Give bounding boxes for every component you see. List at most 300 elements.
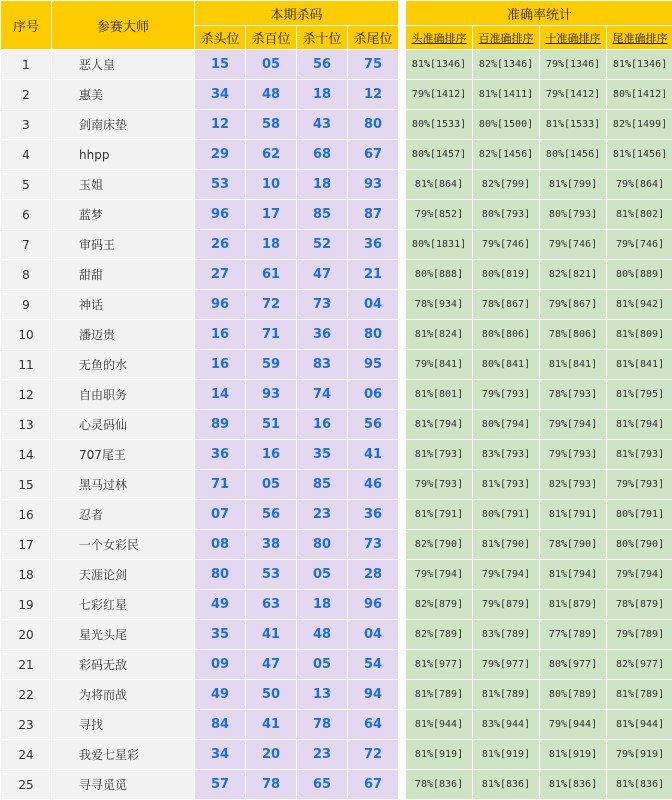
spacer-cell [399, 260, 406, 290]
spacer-cell [399, 650, 406, 680]
stat-tail: 81%[942] [607, 290, 672, 320]
stat-tens: 79%[867] [540, 290, 607, 320]
kill-head: 27 [195, 260, 246, 290]
stat-tens: 78%[790] [540, 530, 607, 560]
stat-tail: 81%[802] [607, 200, 672, 230]
table-row [1, 440, 672, 470]
row-index: 9 [1, 290, 52, 320]
kill-tens: 43 [297, 110, 348, 140]
spacer-cell [399, 410, 406, 440]
kill-head: 36 [195, 440, 246, 470]
stat-head: 81%[977] [406, 650, 473, 680]
stat-head: 82%[790] [406, 530, 473, 560]
table-row [1, 170, 672, 200]
spacer-cell [399, 440, 406, 470]
header-kill-group: 本期杀码 [195, 1, 399, 26]
kill-tens: 65 [297, 770, 348, 800]
table-row [1, 50, 672, 80]
spacer-cell [399, 500, 406, 530]
kill-tens: 23 [297, 740, 348, 770]
kill-tail: 93 [348, 170, 399, 200]
kill-tens: 05 [297, 650, 348, 680]
kill-tens: 36 [297, 320, 348, 350]
kill-hundreds: 41 [246, 710, 297, 740]
master-name: hhpp [52, 140, 195, 170]
table-row [1, 80, 672, 110]
stat-hundreds: 80%[794] [473, 410, 540, 440]
master-name: 潘迈贵 [52, 320, 195, 350]
kill-head: 57 [195, 770, 246, 800]
row-index: 8 [1, 260, 52, 290]
kill-tail: 67 [348, 140, 399, 170]
stat-tens: 79%[1412] [540, 80, 607, 110]
kill-hundreds: 71 [246, 320, 297, 350]
kill-hundreds: 10 [246, 170, 297, 200]
spacer-cell [399, 50, 406, 80]
kill-tail: 75 [348, 50, 399, 80]
master-name: 审码王 [52, 230, 195, 260]
kill-tens: 05 [297, 560, 348, 590]
master-name: 天涯论剑 [52, 560, 195, 590]
stat-tail: 81%[841] [607, 350, 672, 380]
kill-tail: 73 [348, 530, 399, 560]
stat-tens: 79%[746] [540, 230, 607, 260]
stat-tens: 82%[821] [540, 260, 607, 290]
header-stat-col[interactable]: 百准确排序 [473, 26, 540, 50]
kill-hundreds: 53 [246, 560, 297, 590]
kill-hundreds: 72 [246, 290, 297, 320]
stat-head: 81%[824] [406, 320, 473, 350]
kill-tail: 28 [348, 560, 399, 590]
kill-head: 34 [195, 740, 246, 770]
kill-hundreds: 63 [246, 590, 297, 620]
stat-head: 82%[789] [406, 620, 473, 650]
spacer-cell [399, 620, 406, 650]
row-index: 24 [1, 740, 52, 770]
kill-tail: 95 [348, 350, 399, 380]
stat-tens: 81%[799] [540, 170, 607, 200]
kill-tail: 41 [348, 440, 399, 470]
stat-head: 81%[794] [406, 410, 473, 440]
kill-head: 96 [195, 200, 246, 230]
stat-tail: 81%[836] [607, 770, 672, 800]
master-name: 一个女彩民 [52, 530, 195, 560]
kill-head: 16 [195, 350, 246, 380]
kill-hundreds: 59 [246, 350, 297, 380]
stat-tail: 81%[809] [607, 320, 672, 350]
stat-tail: 81%[794] [607, 410, 672, 440]
stat-tens: 79%[793] [540, 440, 607, 470]
kill-tens: 68 [297, 140, 348, 170]
master-name: 无鱼的水 [52, 350, 195, 380]
row-index: 2 [1, 80, 52, 110]
kill-head: 35 [195, 620, 246, 650]
table-row [1, 620, 672, 650]
stat-hundreds: 81%[789] [473, 680, 540, 710]
master-name: 星光头尾 [52, 620, 195, 650]
header-stat-col[interactable]: 十准确排序 [540, 26, 607, 50]
kill-tens: 56 [297, 50, 348, 80]
spacer-cell [399, 80, 406, 110]
stat-tail: 80%[889] [607, 260, 672, 290]
kill-tens: 18 [297, 80, 348, 110]
row-index: 3 [1, 110, 52, 140]
stat-tens: 81%[836] [540, 770, 607, 800]
kill-tens: 80 [297, 530, 348, 560]
stat-tens: 81%[791] [540, 500, 607, 530]
kill-tail: 56 [348, 410, 399, 440]
row-index: 21 [1, 650, 52, 680]
header-stat-group: 准确率统计 [406, 1, 672, 26]
row-index: 12 [1, 380, 52, 410]
master-name: 707尾王 [52, 440, 195, 470]
stat-head: 79%[794] [406, 560, 473, 590]
kill-tail: 87 [348, 200, 399, 230]
header-stat-col[interactable]: 头准确排序 [406, 26, 473, 50]
kill-tail: 12 [348, 80, 399, 110]
stat-head: 79%[1412] [406, 80, 473, 110]
kill-tens: 16 [297, 410, 348, 440]
master-name: 黑马过林 [52, 470, 195, 500]
kill-head: 71 [195, 470, 246, 500]
table-body [1, 50, 672, 800]
stat-head: 81%[1346] [406, 50, 473, 80]
stat-tail: 78%[879] [607, 590, 672, 620]
kill-tail: 04 [348, 620, 399, 650]
kill-tail: 72 [348, 740, 399, 770]
row-index: 22 [1, 680, 52, 710]
kill-tens: 85 [297, 200, 348, 230]
row-index: 20 [1, 620, 52, 650]
spacer-cell [399, 470, 406, 500]
master-name: 为将而战 [52, 680, 195, 710]
stat-tail: 81%[944] [607, 710, 672, 740]
stat-tens: 78%[793] [540, 380, 607, 410]
kill-tail: 54 [348, 650, 399, 680]
stat-head: 80%[1533] [406, 110, 473, 140]
kill-head: 16 [195, 320, 246, 350]
kill-head: 09 [195, 650, 246, 680]
table-row [1, 230, 672, 260]
stat-hundreds: 80%[819] [473, 260, 540, 290]
kill-hundreds: 48 [246, 80, 297, 110]
table-row [1, 560, 672, 590]
stat-hundreds: 81%[1411] [473, 80, 540, 110]
kill-tail: 94 [348, 680, 399, 710]
spacer-cell [399, 320, 406, 350]
kill-tens: 74 [297, 380, 348, 410]
master-name: 寻寻觅觅 [52, 770, 195, 800]
stat-head: 81%[864] [406, 170, 473, 200]
table-row [1, 650, 672, 680]
row-index: 23 [1, 710, 52, 740]
kill-hundreds: 50 [246, 680, 297, 710]
spacer-cell [399, 350, 406, 380]
kill-hundreds: 61 [246, 260, 297, 290]
kill-head: 49 [195, 680, 246, 710]
kill-tens: 13 [297, 680, 348, 710]
master-name: 心灵码仙 [52, 410, 195, 440]
row-index: 16 [1, 500, 52, 530]
stat-hundreds: 82%[1346] [473, 50, 540, 80]
spacer-cell [399, 230, 406, 260]
table-row [1, 260, 672, 290]
header-master: 参赛大师 [52, 1, 195, 50]
stat-head: 80%[1457] [406, 140, 473, 170]
kill-tail: 80 [348, 110, 399, 140]
stat-tail: 79%[793] [607, 470, 672, 500]
kill-hundreds: 18 [246, 230, 297, 260]
kill-hundreds: 62 [246, 140, 297, 170]
stat-hundreds: 82%[1456] [473, 140, 540, 170]
kill-hundreds: 05 [246, 470, 297, 500]
row-index: 6 [1, 200, 52, 230]
row-index: 13 [1, 410, 52, 440]
stat-tens: 81%[841] [540, 350, 607, 380]
kill-head: 15 [195, 50, 246, 80]
row-index: 25 [1, 770, 52, 800]
stat-hundreds: 79%[794] [473, 560, 540, 590]
kill-tail: 67 [348, 770, 399, 800]
master-name: 我爱七星彩 [52, 740, 195, 770]
header-stat-col[interactable]: 尾准确排序 [607, 26, 672, 50]
header-idx: 序号 [1, 1, 52, 50]
spacer-cell [399, 380, 406, 410]
kill-tens: 78 [297, 710, 348, 740]
stat-head: 81%[789] [406, 680, 473, 710]
stat-tens: 80%[789] [540, 680, 607, 710]
header-kill-col: 杀十位 [297, 26, 348, 50]
table-row [1, 290, 672, 320]
spacer-cell [399, 170, 406, 200]
master-name: 彩码无敌 [52, 650, 195, 680]
kill-tens: 73 [297, 290, 348, 320]
spacer-cell [399, 140, 406, 170]
master-name: 神话 [52, 290, 195, 320]
kill-head: 26 [195, 230, 246, 260]
header-kill-col: 杀尾位 [348, 26, 399, 50]
master-name: 恶人皇 [52, 50, 195, 80]
stat-tail: 79%[746] [607, 230, 672, 260]
stat-tens: 78%[806] [540, 320, 607, 350]
spacer-cell [399, 290, 406, 320]
kill-hundreds: 56 [246, 500, 297, 530]
kill-hundreds: 05 [246, 50, 297, 80]
kill-head: 49 [195, 590, 246, 620]
master-name: 蓝梦 [52, 200, 195, 230]
table-row [1, 380, 672, 410]
kill-tail: 96 [348, 590, 399, 620]
master-name: 玉姐 [52, 170, 195, 200]
kill-head: 80 [195, 560, 246, 590]
stat-tail: 79%[789] [607, 620, 672, 650]
kill-tens: 52 [297, 230, 348, 260]
kill-tens: 18 [297, 590, 348, 620]
kill-hundreds: 16 [246, 440, 297, 470]
master-name: 寻找 [52, 710, 195, 740]
stat-tens: 81%[794] [540, 560, 607, 590]
stat-tail: 81%[795] [607, 380, 672, 410]
stat-tens: 81%[879] [540, 590, 607, 620]
stat-tens: 81%[1533] [540, 110, 607, 140]
stat-head: 80%[1831] [406, 230, 473, 260]
kill-hundreds: 38 [246, 530, 297, 560]
stat-tail: 80%[791] [607, 500, 672, 530]
row-index: 7 [1, 230, 52, 260]
table-row [1, 680, 672, 710]
stat-head: 79%[793] [406, 470, 473, 500]
table-header [1, 1, 672, 50]
stat-hundreds: 83%[944] [473, 710, 540, 740]
spacer-cell [399, 200, 406, 230]
stat-tail: 81%[789] [607, 680, 672, 710]
stat-head: 79%[852] [406, 200, 473, 230]
stat-tail: 80%[1412] [607, 80, 672, 110]
kill-head: 07 [195, 500, 246, 530]
stat-tens: 80%[1456] [540, 140, 607, 170]
kill-head: 96 [195, 290, 246, 320]
stat-tens: 80%[793] [540, 200, 607, 230]
stat-tail: 82%[1499] [607, 110, 672, 140]
stat-tail: 81%[1456] [607, 140, 672, 170]
kill-hundreds: 17 [246, 200, 297, 230]
kill-hundreds: 20 [246, 740, 297, 770]
kill-hundreds: 78 [246, 770, 297, 800]
table-row [1, 140, 672, 170]
master-name: 自由职务 [52, 380, 195, 410]
master-name: 惠美 [52, 80, 195, 110]
kill-head: 08 [195, 530, 246, 560]
kill-tail: 36 [348, 500, 399, 530]
spacer-cell [399, 560, 406, 590]
stat-tens: 81%[919] [540, 740, 607, 770]
kill-hundreds: 41 [246, 620, 297, 650]
kill-tail: 46 [348, 470, 399, 500]
table-row [1, 470, 672, 500]
master-name: 甜甜 [52, 260, 195, 290]
stat-head: 81%[791] [406, 500, 473, 530]
row-index: 5 [1, 170, 52, 200]
master-name: 剑南床垫 [52, 110, 195, 140]
kill-tail: 04 [348, 290, 399, 320]
row-index: 1 [1, 50, 52, 80]
stat-tens: 77%[789] [540, 620, 607, 650]
table-row [1, 320, 672, 350]
stat-hundreds: 81%[919] [473, 740, 540, 770]
spacer-cell [399, 110, 406, 140]
stat-head: 81%[919] [406, 740, 473, 770]
stat-hundreds: 80%[841] [473, 350, 540, 380]
row-index: 17 [1, 530, 52, 560]
stat-head: 80%[888] [406, 260, 473, 290]
kill-head: 12 [195, 110, 246, 140]
stat-hundreds: 83%[789] [473, 620, 540, 650]
table-row [1, 590, 672, 620]
stat-tens: 79%[794] [540, 410, 607, 440]
header-spacer [399, 1, 406, 50]
kill-tail: 21 [348, 260, 399, 290]
row-index: 18 [1, 560, 52, 590]
stat-hundreds: 80%[791] [473, 500, 540, 530]
kill-hundreds: 58 [246, 110, 297, 140]
stat-tail: 79%[794] [607, 560, 672, 590]
stat-hundreds: 80%[1500] [473, 110, 540, 140]
row-index: 19 [1, 590, 52, 620]
kill-head: 89 [195, 410, 246, 440]
spacer-cell [399, 530, 406, 560]
stat-tail: 80%[790] [607, 530, 672, 560]
stat-head: 78%[934] [406, 290, 473, 320]
table-row [1, 710, 672, 740]
spacer-cell [399, 710, 406, 740]
stat-hundreds: 79%[746] [473, 230, 540, 260]
stat-tail: 79%[864] [607, 170, 672, 200]
table-row [1, 200, 672, 230]
table-row [1, 110, 672, 140]
spacer-cell [399, 770, 406, 800]
stat-tens: 80%[977] [540, 650, 607, 680]
kill-tens: 85 [297, 470, 348, 500]
kill-head: 84 [195, 710, 246, 740]
table-row [1, 410, 672, 440]
stat-tail: 82%[977] [607, 650, 672, 680]
spacer-cell [399, 740, 406, 770]
stat-hundreds: 81%[836] [473, 770, 540, 800]
stat-tens: 79%[944] [540, 710, 607, 740]
kill-tail: 64 [348, 710, 399, 740]
stat-head: 79%[841] [406, 350, 473, 380]
table-row [1, 770, 672, 800]
row-index: 10 [1, 320, 52, 350]
table-row [1, 500, 672, 530]
stat-head: 81%[944] [406, 710, 473, 740]
kill-tail: 06 [348, 380, 399, 410]
kill-hundreds: 93 [246, 380, 297, 410]
kill-tens: 18 [297, 170, 348, 200]
header-kill-col: 杀头位 [195, 26, 246, 50]
kill-hundreds: 51 [246, 410, 297, 440]
kill-tail: 36 [348, 230, 399, 260]
kill-head: 34 [195, 80, 246, 110]
row-index: 15 [1, 470, 52, 500]
kill-tens: 35 [297, 440, 348, 470]
stat-hundreds: 81%[790] [473, 530, 540, 560]
stat-head: 81%[793] [406, 440, 473, 470]
table-row [1, 740, 672, 770]
stat-tens: 82%[793] [540, 470, 607, 500]
stat-hundreds: 79%[879] [473, 590, 540, 620]
kill-tens: 47 [297, 260, 348, 290]
stat-hundreds: 80%[793] [473, 200, 540, 230]
stat-hundreds: 82%[799] [473, 170, 540, 200]
kill-tens: 83 [297, 350, 348, 380]
stat-tail: 79%[919] [607, 740, 672, 770]
stat-hundreds: 83%[793] [473, 440, 540, 470]
stat-head: 78%[836] [406, 770, 473, 800]
row-index: 4 [1, 140, 52, 170]
kill-tens: 23 [297, 500, 348, 530]
stat-hundreds: 80%[806] [473, 320, 540, 350]
stat-hundreds: 79%[793] [473, 380, 540, 410]
stat-tail: 81%[793] [607, 440, 672, 470]
stat-head: 82%[879] [406, 590, 473, 620]
stat-head: 81%[801] [406, 380, 473, 410]
stat-hundreds: 79%[977] [473, 650, 540, 680]
spacer-cell [399, 680, 406, 710]
kill-hundreds: 47 [246, 650, 297, 680]
table-row [1, 530, 672, 560]
master-name: 忍者 [52, 500, 195, 530]
